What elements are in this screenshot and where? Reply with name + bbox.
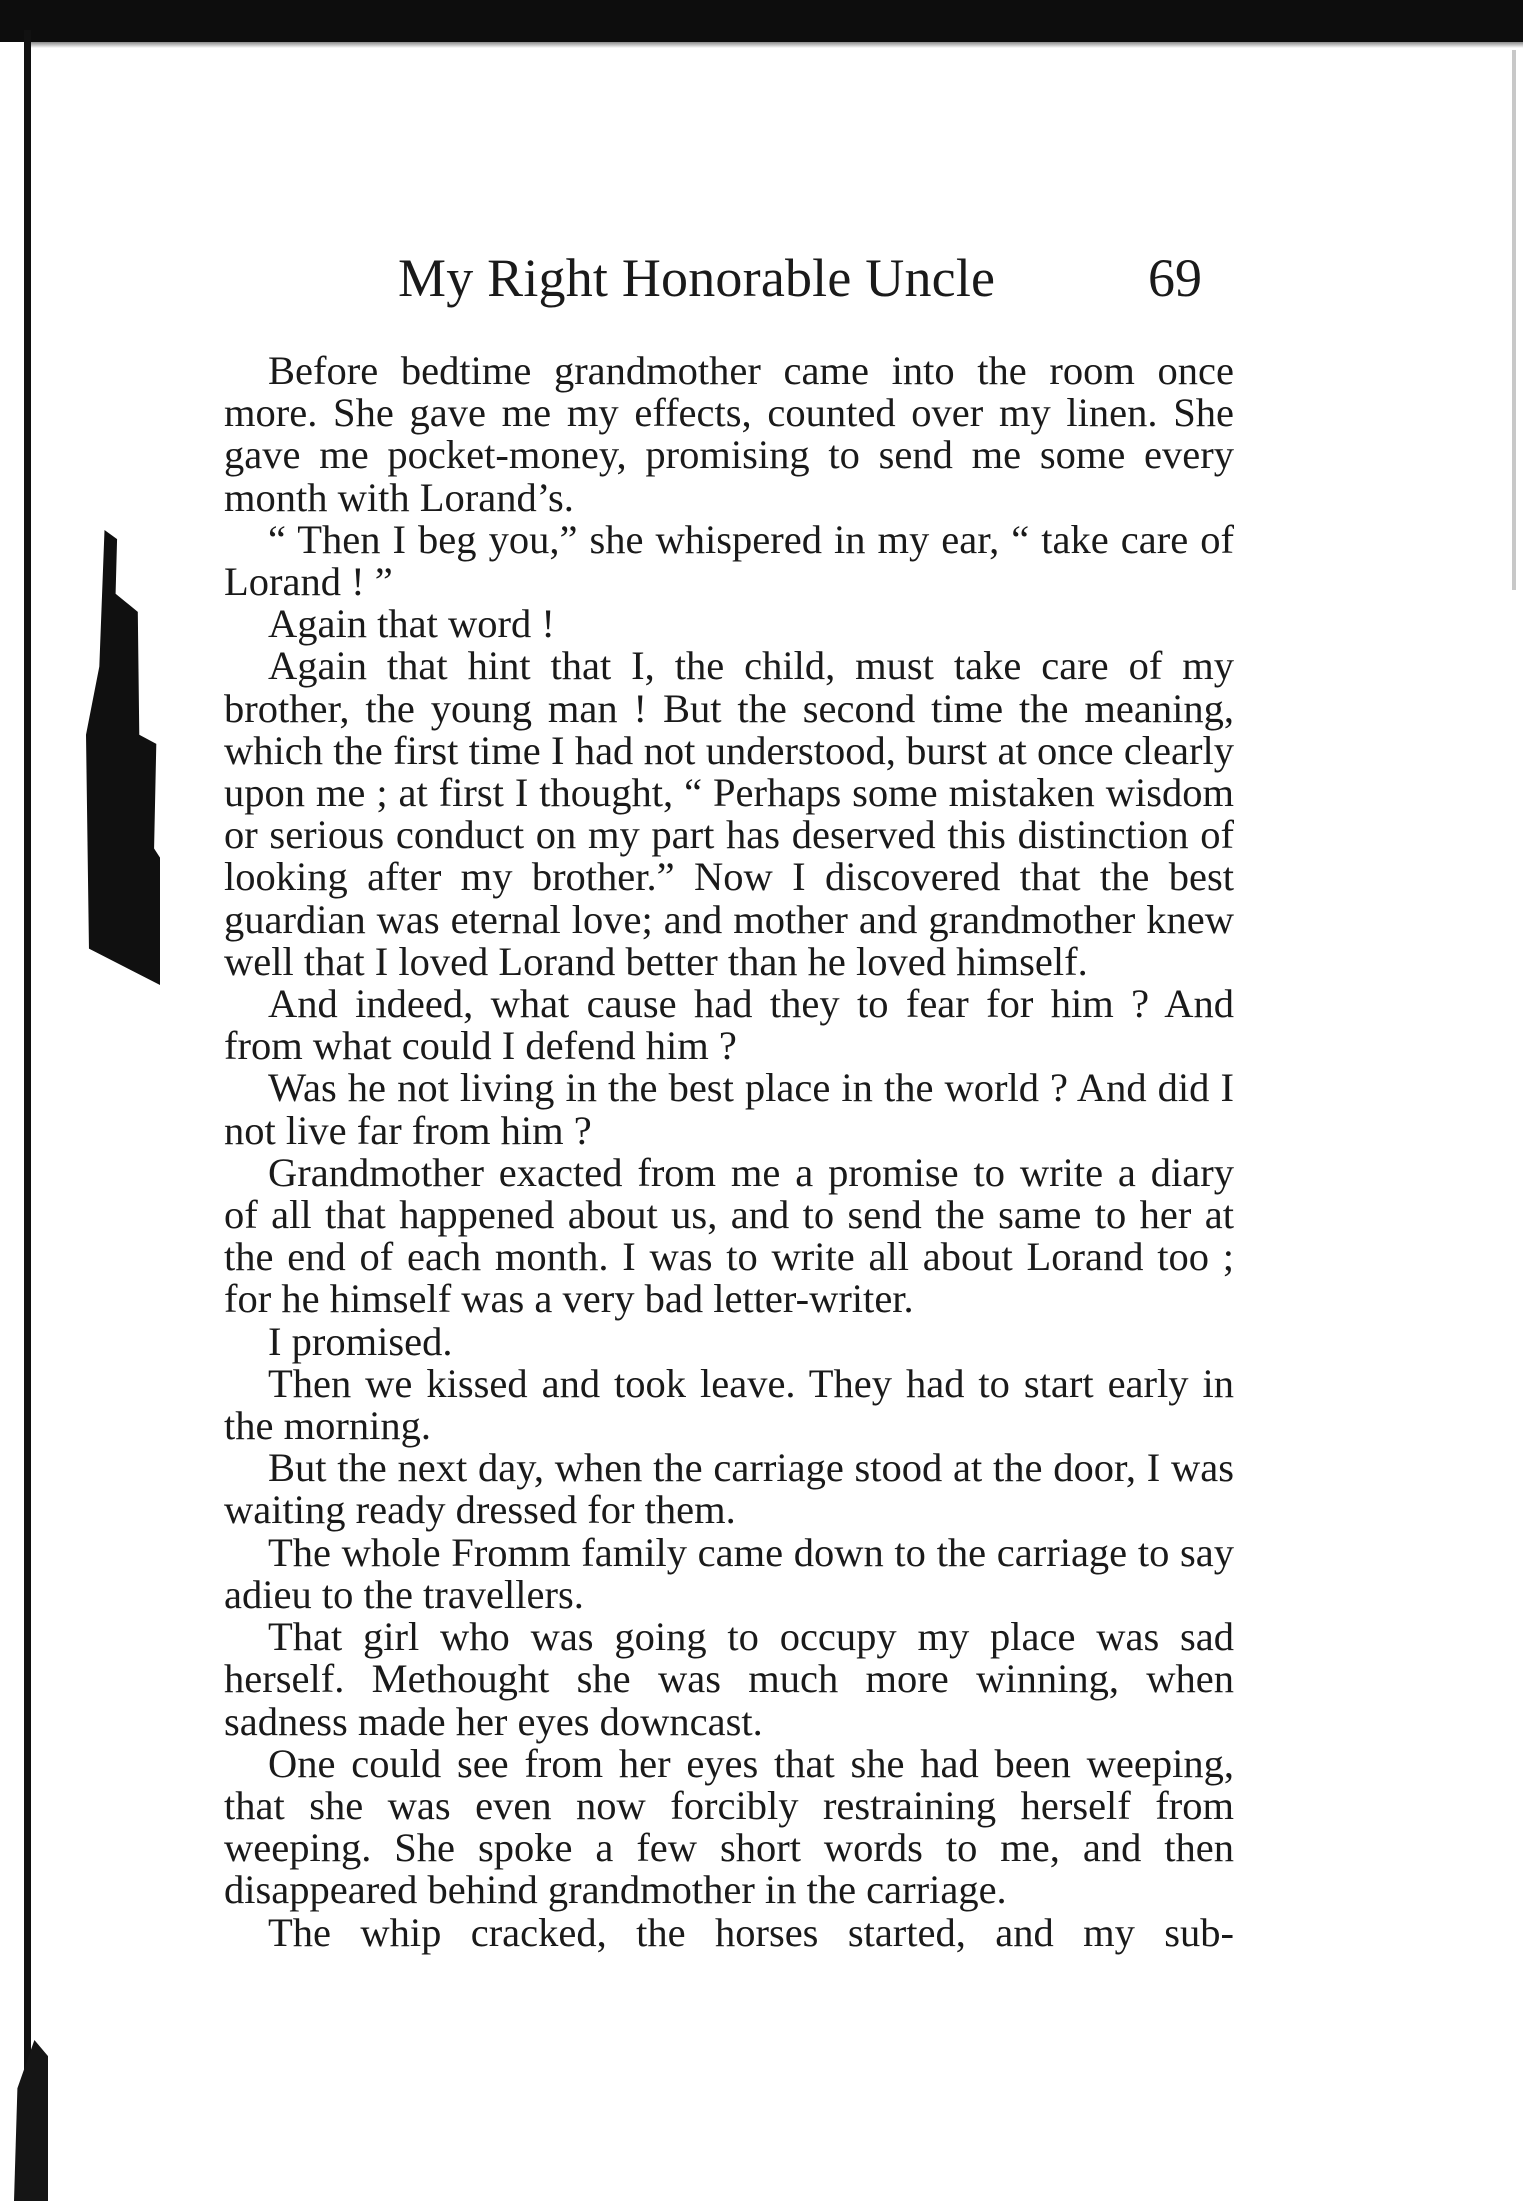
paragraph: Was he not living in the best place in the world ? And did I not live far from him ?	[224, 1065, 1234, 1153]
paragraph: I promised.	[268, 1318, 453, 1364]
paragraph: “ Then I beg you,” she whispered in my ear, “ take care of Lorand ! ”	[224, 516, 1234, 605]
paragraph: But the next day, when the carriage stood at the door, I was waiting ready dressed for them.	[224, 1445, 1234, 1533]
scan-top-border	[0, 0, 1523, 42]
scan-left-border	[24, 30, 31, 2201]
paragraph: That girl who was going to occupy my place was sad herself. Methought she was much more winning, when sadness made her eyes downcast.	[224, 1614, 1234, 1744]
paragraph: Then we kissed and took leave. They had to start early in the morning.	[224, 1360, 1234, 1449]
paragraph: One could see from her eyes that she had been weeping, that she was even now forcibly restraining herself from weeping. She spoke a few short words to me, and then disappeared behind grandmother in the carriage.	[224, 1740, 1234, 1913]
page-number: 69	[1148, 248, 1202, 308]
paragraph: Grandmother exacted from me a promise to write a diary of all that happened about us, and to send the same to her at the end of each month. I was to write all about Lorand too ; for he himself was a very bad letter-writer.	[224, 1149, 1234, 1322]
scan-top-shadow	[28, 42, 1523, 48]
paragraph: The whole Fromm family came down to the carriage to say adieu to the travellers.	[224, 1529, 1234, 1617]
paragraph: And indeed, what cause had they to fear for him ? And from what could I defend him ?	[224, 981, 1234, 1069]
running-header	[398, 238, 1298, 318]
scan-right-edge	[1512, 50, 1516, 590]
scan-left-margin	[0, 0, 46, 2201]
scan-margin-mark	[86, 530, 160, 985]
paragraph: Before bedtime grandmother came into the room once more. She gave me my effects, counted over my linen. She gave me pocket-money, promising to send me some every month with Lorand’s.	[224, 348, 1234, 520]
paragraph: Again that hint that I, the child, must take care of my brother, the young man ! But the second time the meaning, which the first time I had not understood, burst at once clearly upon me ; at first I thought, “ Perhaps some mistaken wisdom or serious conduct on my part has deserved this distinction of looking after my brother.” Now I discovered that the best guardian was eternal love; and mother and grandmother knew well that I loved Lorand better than he loved himself.	[224, 643, 1234, 984]
running-title: My Right Honorable Uncle	[398, 248, 996, 308]
paragraph: Again that word !	[268, 601, 555, 647]
paragraph: The whip cracked, the horses started, and my sub-	[268, 1909, 1234, 1955]
body-text	[224, 350, 1234, 1954]
